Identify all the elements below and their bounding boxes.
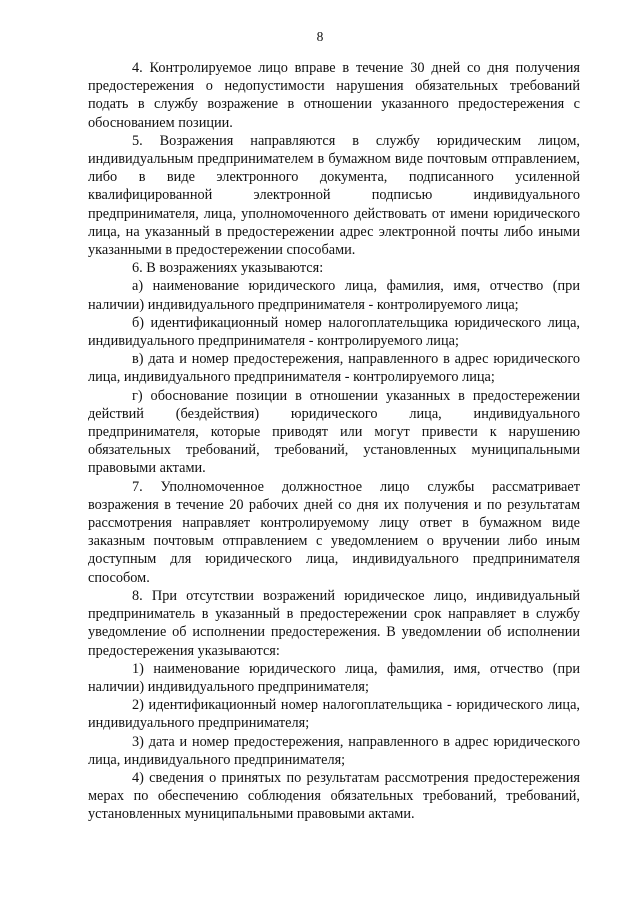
list-item-v: в) дата и номер предостережения, направленного в адрес юридического лица, индивидуального предпринимателя - контролируемого лица; [88,351,580,386]
paragraph-4: 4. Контролируемое лицо вправе в течение 30 дней со дня получения предостережения о недопустимости нарушения обязательных требований подать в службу возражение в отношении указанного предостережения с обоснованием позиции. [88,60,580,131]
list-item-3: 3) дата и номер предостережения, направленного в адрес юридического лица, индивидуального предпринимателя; [88,733,580,768]
paragraph-6: 6. В возражениях указываются: [132,260,324,277]
list-item-2: 2) идентификационный номер налогоплательщика - юридического лица, индивидуального предпринимателя; [88,697,580,732]
paragraph-7: 7. Уполномоченное должностное лицо службы рассматривает возражения в течение 20 рабочих дней со дня их получения и по результатам рассмотрения направляет контролируемому лицу ответ в бумажном виде заказным почтовым отправлением с уведомлением о вручении либо иным доступным для юридического лица, индивидуального предпринимателя способом. [88,478,580,586]
list-item-1: 1) наименование юридического лица, фамилия, имя, отчество (при наличии) индивидуального предпринимателя; [88,660,580,695]
document-body [88,59,580,824]
list-item-a: а) наименование юридического лица, фамилия, имя, отчество (при наличии) индивидуального предпринимателя - контролируемого лица; [88,278,580,313]
paragraph-5: 5. Возражения направляются в службу юридическим лицом, индивидуальным предпринимателем в бумажном виде почтовым отправлением, либо в виде электронного документа, подписанного усиленной квалифицированной электронной подписью индивидуального предпринимателя, лица, уполномоченного действовать от имени юридического лица, на указанный в предостережении адрес электронной почты либо иными указанными в предостережении способами. [88,132,580,259]
list-item-4: 4) сведения о принятых по результатам рассмотрения предостережения мерах по обеспечению соблюдения обязательных требований, требований, установленных муниципальными правовыми актами. [88,769,580,823]
list-item-b: б) идентификационный номер налогоплательщика юридического лица, индивидуального предпринимателя - контролируемого лица; [88,314,580,350]
paragraph-8: 8. При отсутствии возражений юридическое лицо, индивидуальный предприниматель в указанный в предостережении срок направляет в службу уведомление об исполнении предостережения. В уведомлении об исполнении предостережения указываются: [88,587,580,659]
list-item-g: г) обоснование позиции в отношении указанных в предостережении действий (бездействия) юридического лица, индивидуального предпринимателя, которые приводят или могут привести к нарушению обязательных требований, требований, установленных муниципальными правовыми актами. [88,387,580,477]
page-number: 8 [316,29,324,44]
